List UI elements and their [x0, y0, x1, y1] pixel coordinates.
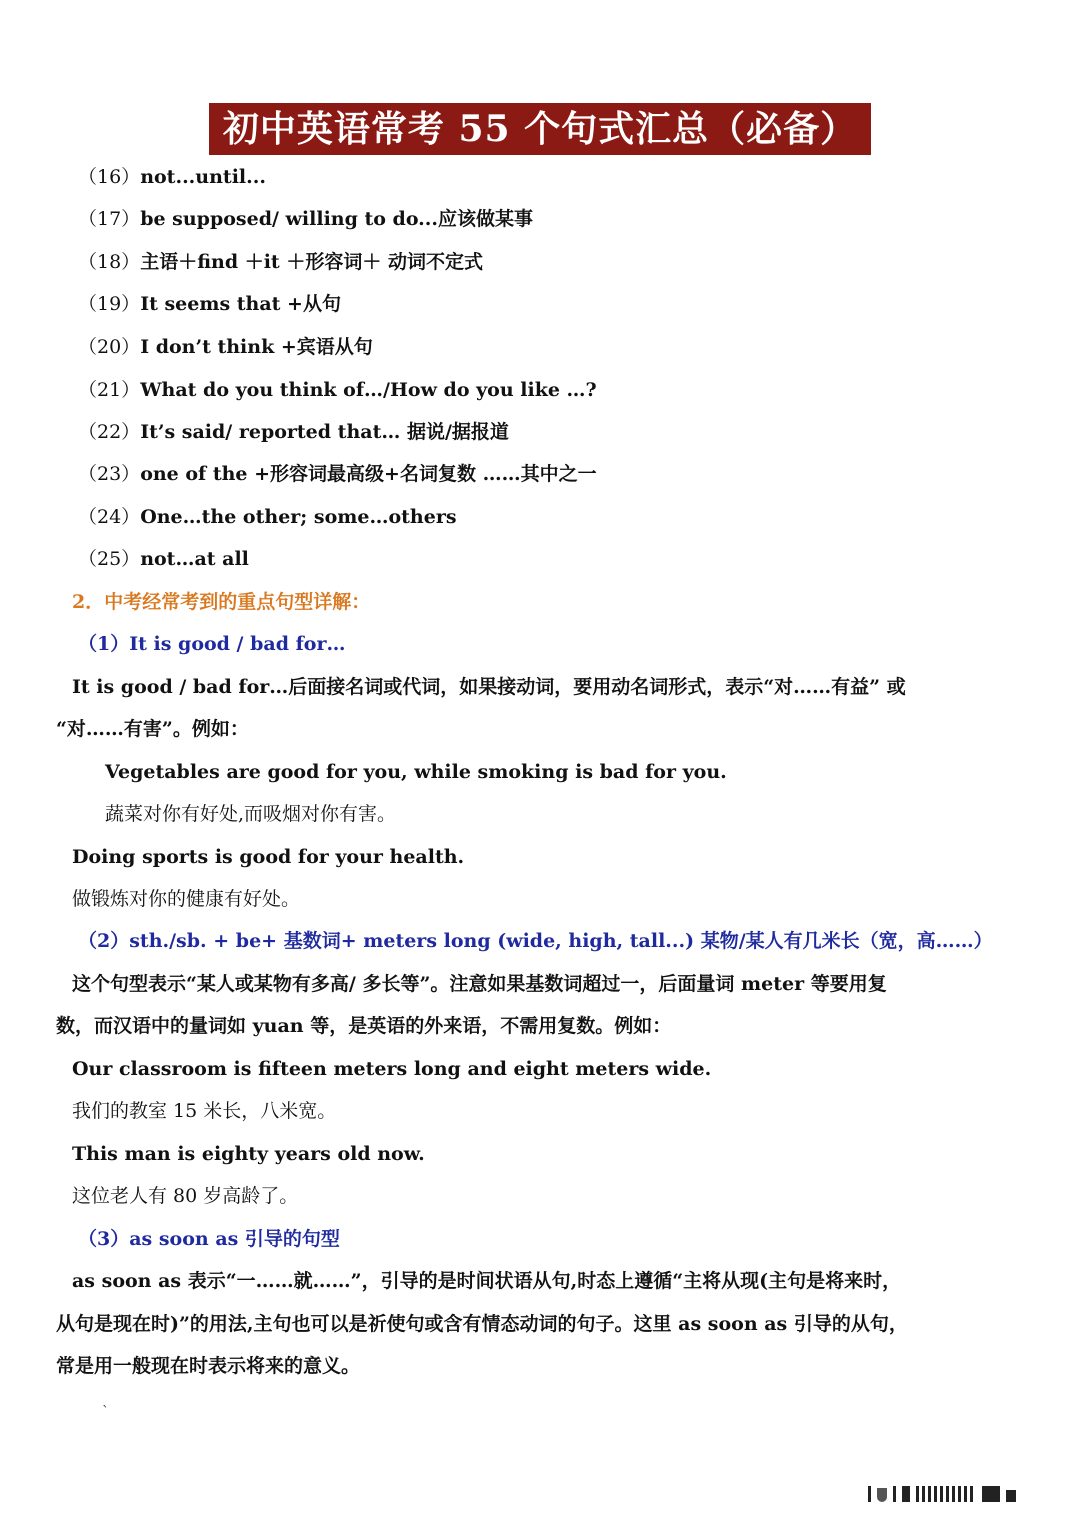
paragraph-line: as soon as 表示“一……就……”，引导的是时间状语从句,时态上遵循“主将从现(主句是将来时， [72, 1270, 902, 1292]
subsection-heading: （2）sth./sb. + be+ 基数词+ meters long (wide, high, tall...) 某物/某人有几米长（宽，高……） [78, 930, 993, 952]
list-item [78, 544, 249, 574]
mark [982, 1486, 1000, 1502]
example-english: Our classroom is fifteen meters long and eight meters wide. [72, 1058, 712, 1080]
item-number: （19） [78, 293, 141, 315]
item-number: （20） [78, 336, 141, 358]
item-text: not…at all [140, 548, 249, 570]
example-english: This man is eighty years old now. [72, 1143, 425, 1165]
list-item [78, 289, 341, 319]
item-number: （18） [78, 251, 141, 273]
mark [893, 1486, 896, 1502]
subsection-heading: （1）It is good / bad for… [78, 633, 346, 655]
list-item [78, 375, 597, 405]
example-chinese: 我们的教室 15 米长，八米宽。 [72, 1100, 337, 1122]
page-title: 初中英语常考 55 个句式汇总（必备） [209, 103, 871, 155]
item-text: I don’t think +宾语从句 [140, 336, 373, 358]
item-number: （17） [78, 208, 141, 230]
scan-artifact-marks [868, 1486, 1058, 1502]
item-number: （21） [78, 379, 141, 401]
item-number: （23） [78, 463, 141, 485]
item-text: It’s said/ reported that… 据说/据报道 [140, 421, 509, 443]
list-item [78, 162, 266, 192]
paragraph-line: “对……有害”。例如： [56, 718, 249, 740]
item-text: One…the other; some…others [140, 506, 457, 528]
item-number: （25） [78, 548, 141, 570]
paragraph-line: It is good / bad for…后面接名词或代词，如果接动词，要用动名词形式，表示“对……有益” 或 [72, 676, 906, 698]
item-text: not...until... [140, 166, 266, 188]
mark [1006, 1490, 1016, 1502]
paragraph-line: 数，而汉语中的量词如 yuan 等，是英语的外来语，不需用复数。例如： [56, 1015, 672, 1037]
item-number: （22） [78, 421, 141, 443]
paragraph-line: 常是用一般现在时表示将来的意义。 [56, 1355, 361, 1377]
paragraph-line: 这个句型表示“某人或某物有多高/ 多长等”。注意如果基数词超过一，后面量词 meter 等要用复 [72, 973, 887, 995]
item-text: 主语＋find ＋it ＋形容词＋ 动词不定式 [140, 251, 483, 273]
item-text: one of the +形容词最高级+名词复数 ……其中之一 [140, 463, 597, 485]
example-english: Doing sports is good for your health. [72, 846, 465, 868]
item-number: （24） [78, 506, 141, 528]
item-text: What do you think of…/How do you like …? [140, 379, 597, 401]
mark [916, 1486, 976, 1502]
stray-mark: ` [102, 1404, 109, 1420]
list-item [78, 459, 597, 489]
item-number: （16） [78, 166, 141, 188]
list-item [78, 417, 509, 447]
example-english: Vegetables are good for you, while smoking is bad for you. [105, 761, 727, 783]
mark [868, 1486, 871, 1502]
list-item [78, 247, 483, 277]
list-item [78, 204, 533, 234]
example-chinese: 做锻炼对你的健康有好处。 [72, 888, 301, 910]
item-text: be supposed/ willing to do...应该做某事 [140, 208, 534, 230]
item-text: It seems that +从句 [140, 293, 341, 315]
mark [902, 1486, 910, 1502]
mark [877, 1488, 887, 1502]
list-item [78, 502, 457, 532]
example-chinese: 这位老人有 80 岁高龄了。 [72, 1185, 299, 1207]
list-item [78, 332, 373, 362]
section-heading: 2．中考经常考到的重点句型详解： [72, 591, 371, 613]
example-chinese: 蔬菜对你有好处,而吸烟对你有害。 [105, 803, 397, 825]
paragraph-line: 从句是现在时)”的用法,主句也可以是祈使句或含有情态动词的句子。这里 as soon as 引导的从句， [56, 1313, 908, 1335]
subsection-heading: （3）as soon as 引导的句型 [78, 1228, 340, 1250]
